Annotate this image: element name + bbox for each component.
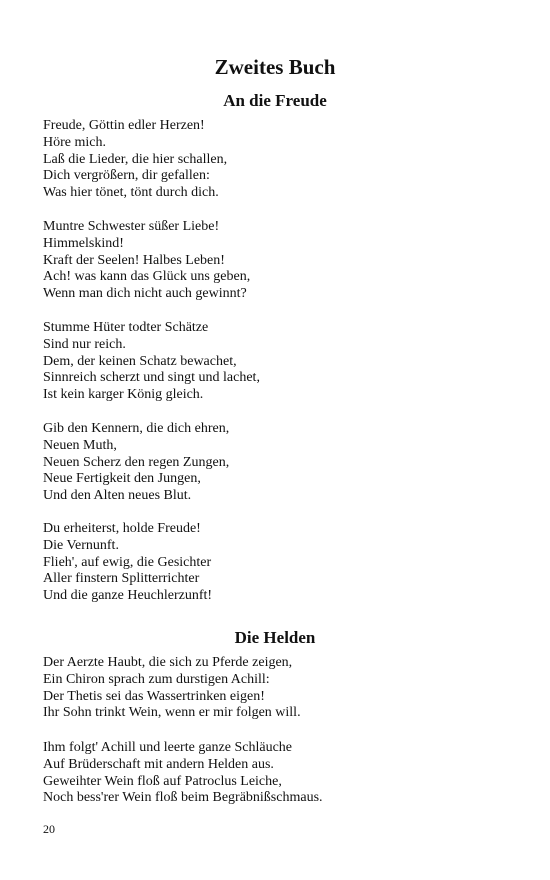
verse-line: Neue Fertigkeit den Jungen, bbox=[43, 471, 201, 487]
poem-title-an-die-freude: An die Freude bbox=[223, 91, 327, 110]
verse-line: Sind nur reich. bbox=[43, 336, 126, 352]
verse-line: Neuen Muth, bbox=[43, 437, 117, 453]
verse-line: Und die ganze Heuchlerzunft! bbox=[43, 588, 213, 604]
verse-line: Kraft der Seelen! Halbes Leben! bbox=[43, 252, 225, 268]
stanza bbox=[43, 118, 513, 202]
verse-line: Was hier tönet, tönt durch dich. bbox=[43, 185, 219, 201]
verse-line: Der Thetis sei das Wassertrinken eigen! bbox=[43, 688, 265, 704]
verse-line: Auf Brüderschaft mit andern Helden aus. bbox=[43, 756, 274, 772]
verse-line: Freude, Göttin edler Herzen! bbox=[43, 118, 205, 133]
verse-line: Dem, der keinen Schatz bewachet, bbox=[43, 353, 237, 369]
verse-line: Geweihter Wein floß auf Patroclus Leiche, bbox=[43, 773, 282, 789]
verse-line: Ihm folgt' Achill und leerte ganze Schläuche bbox=[43, 740, 292, 755]
verse-line: Laß die Lieder, die hier schallen, bbox=[43, 151, 228, 167]
verse-line: Flieh', auf ewig, die Gesichter bbox=[43, 554, 212, 570]
verse-line: Gib den Kennern, die dich ehren, bbox=[43, 421, 230, 436]
stanza bbox=[43, 320, 513, 404]
verse-line: Ein Chiron sprach zum durstigen Achill: bbox=[43, 671, 270, 687]
verse-line: Du erheiterst, holde Freude! bbox=[43, 521, 201, 536]
verse-line: Die Vernunft. bbox=[43, 537, 119, 553]
verse-line: Dich vergrößern, dir gefallen: bbox=[43, 168, 210, 184]
verse-line: Ihr Sohn trinkt Wein, wenn er mir folgen will. bbox=[43, 705, 301, 721]
verse-line: Und den Alten neues Blut. bbox=[43, 488, 192, 504]
stanza bbox=[43, 521, 513, 605]
verse-line: Ist kein karger König gleich. bbox=[43, 387, 204, 403]
verse-line: Aller finstern Splitterrichter bbox=[43, 571, 200, 587]
verse-line: Muntre Schwester süßer Liebe! bbox=[43, 219, 220, 234]
verse-line: Stumme Hüter todter Schätze bbox=[43, 320, 209, 335]
verse-line: Wenn man dich nicht auch gewinnt? bbox=[43, 286, 247, 302]
verse-line: Sinnreich scherzt und singt und lachet, bbox=[43, 370, 260, 386]
verse-line: Höre mich. bbox=[43, 134, 106, 150]
verse-line: Ach! was kann das Glück uns geben, bbox=[43, 269, 251, 285]
poem-title-die-helden: Die Helden bbox=[234, 628, 316, 647]
verse-line: Noch bess'rer Wein floß beim Begräbnißschmaus. bbox=[43, 790, 323, 806]
stanza bbox=[43, 740, 513, 807]
stanza bbox=[43, 655, 513, 722]
verse-line: Neuen Scherz den regen Zungen, bbox=[43, 454, 230, 470]
verse-line: Himmelskind! bbox=[43, 235, 124, 251]
verse-line: Der Aerzte Haubt, die sich zu Pferde zeigen, bbox=[43, 655, 293, 670]
stanza bbox=[43, 219, 513, 303]
book-title: Zweites Buch bbox=[214, 55, 336, 79]
page-number: 20 bbox=[43, 822, 55, 836]
stanza bbox=[43, 421, 513, 505]
